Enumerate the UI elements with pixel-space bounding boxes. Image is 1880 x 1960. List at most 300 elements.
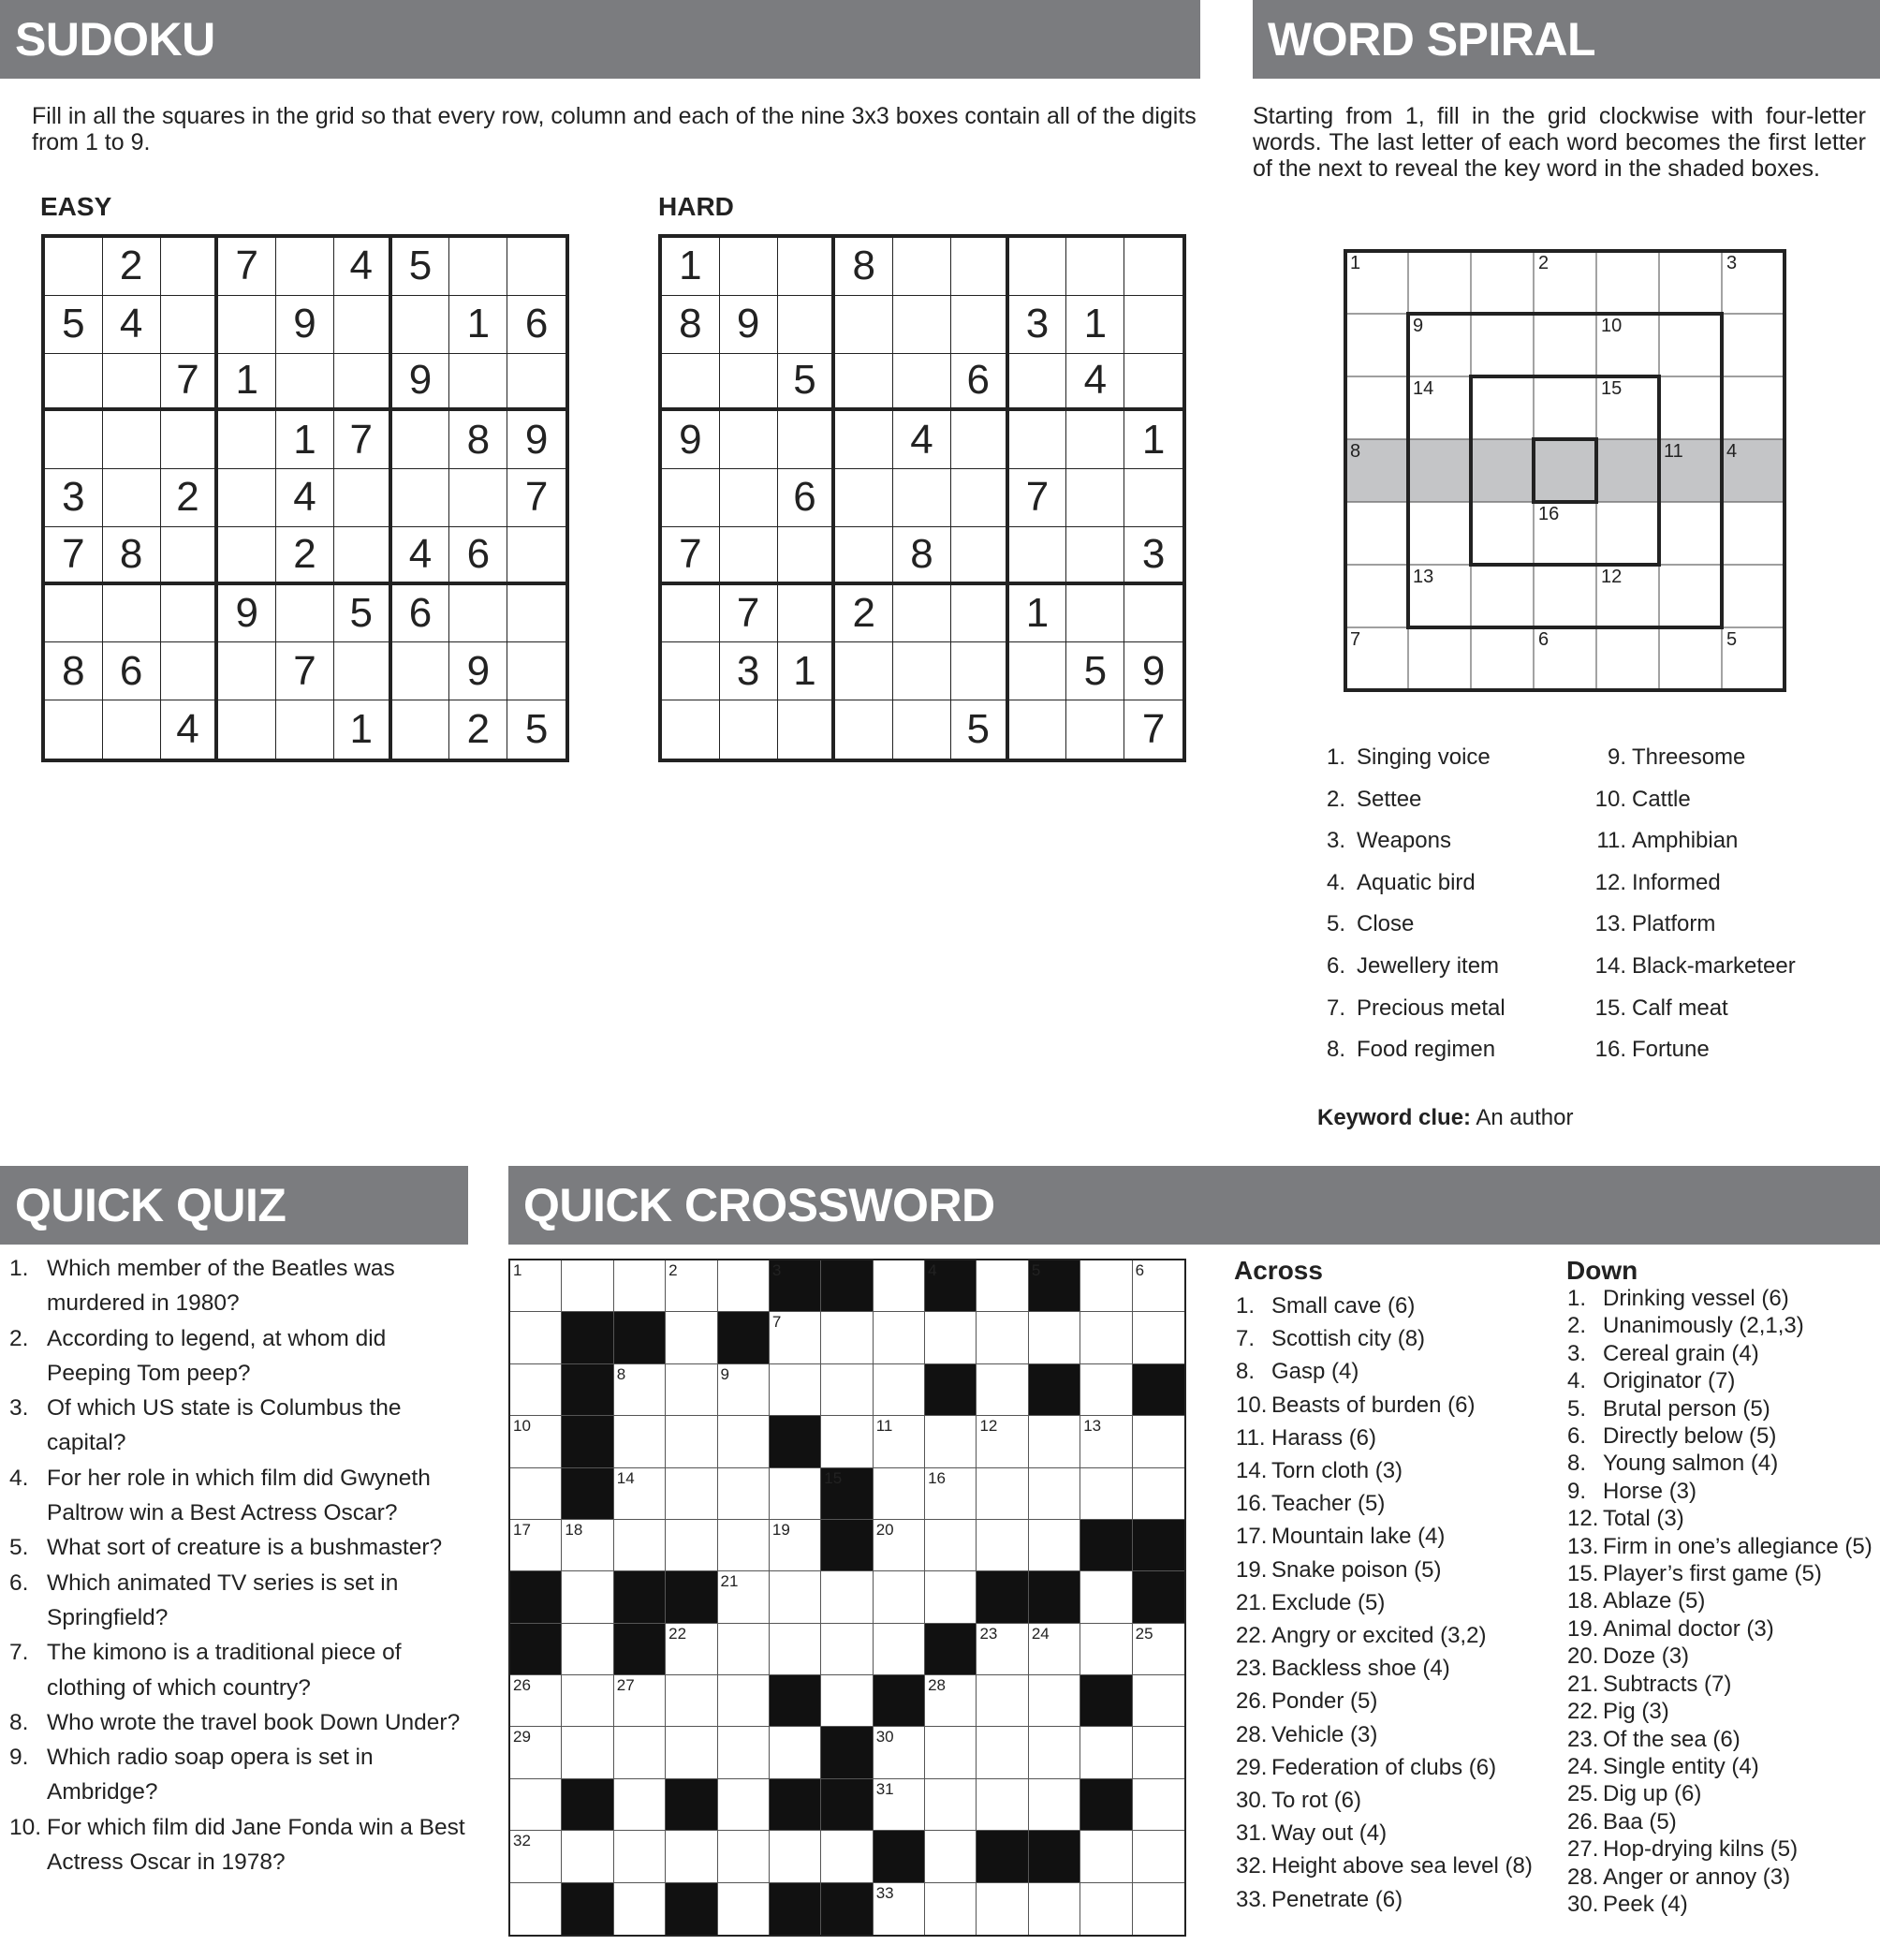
sudoku-cell[interactable]	[662, 354, 720, 412]
crossword-cell[interactable]	[925, 1831, 977, 1882]
question-number: 5.	[9, 1535, 29, 1561]
sudoku-cell[interactable]: 5	[951, 700, 1009, 759]
sudoku-cell[interactable]: 3	[720, 642, 778, 700]
sudoku-cell[interactable]	[893, 642, 951, 700]
crossword-cell[interactable]	[666, 1468, 717, 1520]
sudoku-cell[interactable]: 1	[276, 411, 334, 469]
crossword-cell[interactable]	[718, 1571, 770, 1623]
crossword-cell[interactable]	[718, 1779, 770, 1831]
sudoku-cell[interactable]	[218, 642, 276, 700]
sudoku-cell[interactable]: 2	[103, 238, 161, 296]
sudoku-cell[interactable]: 9	[218, 585, 276, 643]
crossword-cell[interactable]	[874, 1260, 925, 1312]
crossword-cell[interactable]	[510, 1831, 562, 1882]
crossword-number: 23	[979, 1624, 998, 1643]
crossword-cell[interactable]	[1080, 1831, 1132, 1882]
sudoku-cell[interactable]: 6	[392, 585, 450, 643]
crossword-cell[interactable]	[874, 1624, 925, 1675]
sudoku-cell[interactable]	[1066, 238, 1124, 296]
sudoku-cell[interactable]	[449, 238, 507, 296]
sudoku-cell[interactable]	[392, 411, 450, 469]
sudoku-cell[interactable]	[161, 238, 219, 296]
sudoku-cell[interactable]	[951, 411, 1009, 469]
crossword-cell[interactable]	[562, 1675, 613, 1727]
sudoku-cell[interactable]: 9	[720, 296, 778, 354]
crossword-cell[interactable]	[666, 1675, 717, 1727]
sudoku-cell[interactable]	[720, 527, 778, 585]
sudoku-cell[interactable]	[893, 354, 951, 412]
crossword-cell[interactable]	[925, 1675, 977, 1727]
sudoku-cell[interactable]	[893, 700, 951, 759]
sudoku-cell[interactable]	[161, 411, 219, 469]
crossword-cell[interactable]	[925, 1779, 977, 1831]
sudoku-cell[interactable]	[45, 354, 103, 412]
crossword-cell[interactable]	[770, 1364, 821, 1416]
crossword-cell[interactable]	[1029, 1624, 1080, 1675]
sudoku-cell[interactable]: 4	[392, 527, 450, 585]
sudoku-cell[interactable]: 7	[276, 642, 334, 700]
crossword-cell[interactable]	[1080, 1260, 1132, 1312]
sudoku-cell[interactable]: 6	[507, 296, 565, 354]
sudoku-cell[interactable]: 3	[45, 469, 103, 527]
sudoku-cell[interactable]	[449, 585, 507, 643]
crossword-cell[interactable]	[718, 1675, 770, 1727]
sudoku-cell[interactable]	[778, 585, 836, 643]
sudoku-cell[interactable]	[334, 469, 392, 527]
sudoku-cell[interactable]	[334, 527, 392, 585]
crossword-cell[interactable]	[562, 1260, 613, 1312]
sudoku-cell[interactable]: 5	[45, 296, 103, 354]
sudoku-cell[interactable]: 7	[507, 469, 565, 527]
crossword-cell[interactable]	[614, 1260, 666, 1312]
sudoku-cell[interactable]	[507, 238, 565, 296]
crossword-cell[interactable]	[977, 1727, 1028, 1778]
crossword-cell[interactable]	[1080, 1416, 1132, 1467]
crossword-cell[interactable]	[977, 1779, 1028, 1831]
sudoku-cell[interactable]	[662, 700, 720, 759]
crossword-cell[interactable]	[614, 1727, 666, 1778]
sudoku-cell[interactable]	[1009, 411, 1067, 469]
sudoku-cell[interactable]	[720, 700, 778, 759]
sudoku-cell[interactable]	[720, 411, 778, 469]
sudoku-cell[interactable]	[951, 585, 1009, 643]
crossword-cell[interactable]	[510, 1883, 562, 1935]
crossword-cell[interactable]	[1029, 1468, 1080, 1520]
sudoku-cell[interactable]	[161, 296, 219, 354]
crossword-cell[interactable]	[1133, 1468, 1184, 1520]
sudoku-cell[interactable]	[276, 585, 334, 643]
sudoku-cell[interactable]	[1009, 527, 1067, 585]
crossword-cell[interactable]	[977, 1624, 1028, 1675]
crossword-cell[interactable]	[770, 1571, 821, 1623]
sudoku-cell[interactable]: 7	[218, 238, 276, 296]
sudoku-cell[interactable]	[720, 238, 778, 296]
crossword-cell[interactable]	[1080, 1312, 1132, 1363]
sudoku-cell[interactable]	[334, 642, 392, 700]
crossword-number: 13	[1083, 1417, 1102, 1436]
sudoku-cell[interactable]: 4	[161, 700, 219, 759]
sudoku-cell[interactable]: 5	[524, 706, 549, 753]
sudoku-cell[interactable]	[218, 296, 276, 354]
sudoku-cell[interactable]: 4	[893, 411, 951, 469]
sudoku-cell[interactable]	[507, 527, 565, 585]
crossword-cell[interactable]	[614, 1675, 666, 1727]
crossword-cell[interactable]	[977, 1675, 1028, 1727]
sudoku-cell[interactable]	[1066, 469, 1124, 527]
sudoku-cell[interactable]: 1	[1009, 585, 1067, 643]
down-clue	[1567, 1671, 1876, 1698]
sudoku-cell[interactable]	[1009, 354, 1067, 412]
sudoku-cell[interactable]: 9	[507, 411, 565, 469]
crossword-cell[interactable]	[874, 1883, 925, 1935]
sudoku-cell[interactable]: 8	[893, 527, 951, 585]
crossword-cell[interactable]	[510, 1468, 562, 1520]
sudoku-cell[interactable]	[778, 296, 836, 354]
sudoku-cell[interactable]	[1124, 469, 1182, 527]
sudoku-cell[interactable]	[835, 527, 893, 585]
crossword-cell[interactable]	[1029, 1675, 1080, 1727]
sudoku-cell[interactable]: 3	[1009, 296, 1067, 354]
sudoku-cell[interactable]: 5	[334, 585, 392, 643]
sudoku-cell[interactable]: 1	[449, 296, 507, 354]
sudoku-cell[interactable]	[951, 469, 1009, 527]
crossword-cell[interactable]	[874, 1779, 925, 1831]
spiral-clue	[1327, 1029, 1505, 1071]
sudoku-cell[interactable]: 9	[276, 296, 334, 354]
sudoku-cell[interactable]	[951, 238, 1009, 296]
crossword-cell[interactable]	[718, 1727, 770, 1778]
crossword-cell[interactable]	[1133, 1416, 1184, 1467]
sudoku-cell[interactable]	[778, 527, 836, 585]
crossword-cell[interactable]	[718, 1416, 770, 1467]
crossword-cell[interactable]	[666, 1520, 717, 1571]
sudoku-cell[interactable]	[951, 296, 1009, 354]
sudoku-cell[interactable]	[218, 411, 276, 469]
sudoku-cell[interactable]: 1	[662, 238, 720, 296]
sudoku-cell[interactable]	[1124, 238, 1182, 296]
crossword-cell[interactable]	[510, 1260, 562, 1312]
crossword-cell[interactable]	[1133, 1624, 1184, 1675]
crossword-cell[interactable]	[821, 1364, 873, 1416]
sudoku-cell[interactable]	[334, 296, 392, 354]
sudoku-cell[interactable]	[893, 585, 951, 643]
sudoku-cell[interactable]: 6	[103, 642, 161, 700]
sudoku-cell[interactable]	[218, 469, 276, 527]
crossword-cell[interactable]	[925, 1571, 977, 1623]
crossword-cell[interactable]	[1133, 1779, 1184, 1831]
sudoku-cell[interactable]	[276, 238, 334, 296]
crossword-cell[interactable]	[510, 1520, 562, 1571]
crossword-cell[interactable]	[562, 1571, 613, 1623]
sudoku-cell[interactable]	[893, 238, 951, 296]
sudoku-cell[interactable]: 2	[161, 469, 219, 527]
sudoku-cell[interactable]	[835, 642, 893, 700]
clue-text: Ablaze (5)	[1603, 1588, 1706, 1614]
sudoku-cell[interactable]	[103, 469, 161, 527]
crossword-cell[interactable]	[718, 1260, 770, 1312]
crossword-cell[interactable]	[925, 1727, 977, 1778]
crossword-cell[interactable]	[925, 1883, 977, 1935]
sudoku-cell[interactable]	[662, 469, 720, 527]
crossword-cell[interactable]	[1080, 1571, 1132, 1623]
crossword-cell[interactable]	[821, 1831, 873, 1882]
sudoku-cell[interactable]	[392, 642, 450, 700]
spiral-number: 2	[1538, 253, 1550, 273]
sudoku-cell[interactable]	[507, 354, 565, 412]
sudoku-cell[interactable]	[1009, 642, 1067, 700]
sudoku-cell[interactable]	[835, 469, 893, 527]
sudoku-cell[interactable]	[45, 700, 103, 759]
sudoku-cell[interactable]: 5	[1066, 642, 1124, 700]
sudoku-cell[interactable]: 9	[392, 354, 450, 412]
sudoku-cell[interactable]	[720, 354, 778, 412]
sudoku-cell[interactable]	[835, 296, 893, 354]
sudoku-cell[interactable]	[45, 238, 103, 296]
sudoku-cell[interactable]: 4	[276, 469, 334, 527]
sudoku-cell[interactable]	[392, 296, 450, 354]
crossword-cell[interactable]	[821, 1624, 873, 1675]
sudoku-cell[interactable]	[1009, 700, 1067, 759]
crossword-cell[interactable]	[977, 1312, 1028, 1363]
crossword-cell[interactable]	[977, 1520, 1028, 1571]
crossword-cell[interactable]	[1029, 1520, 1080, 1571]
crossword-cell[interactable]	[1080, 1468, 1132, 1520]
crossword-cell[interactable]	[821, 1416, 873, 1467]
crossword-cell[interactable]	[1133, 1831, 1184, 1882]
sudoku-cell[interactable]	[218, 527, 276, 585]
crossword-cell[interactable]	[1029, 1727, 1080, 1778]
clue-text: Precious metal	[1357, 995, 1505, 1021]
sudoku-cell[interactable]: 1	[778, 642, 836, 700]
sudoku-cell[interactable]	[720, 469, 778, 527]
sudoku-cell[interactable]: 4	[1066, 354, 1124, 412]
crossword-cell[interactable]	[510, 1364, 562, 1416]
crossword-cell[interactable]	[770, 1727, 821, 1778]
crossword-cell[interactable]	[666, 1364, 717, 1416]
crossword-cell[interactable]	[718, 1624, 770, 1675]
crossword-cell[interactable]	[977, 1883, 1028, 1935]
crossword-cell[interactable]	[562, 1520, 613, 1571]
crossword-cell[interactable]	[1133, 1675, 1184, 1727]
sudoku-cell[interactable]: 5	[392, 238, 450, 296]
crossword-cell[interactable]	[562, 1624, 613, 1675]
sudoku-cell[interactable]	[103, 411, 161, 469]
sudoku-cell[interactable]	[1066, 411, 1124, 469]
sudoku-cell[interactable]	[1124, 354, 1182, 412]
sudoku-cell[interactable]: 2	[276, 527, 334, 585]
sudoku-cell[interactable]	[507, 585, 565, 643]
sudoku-cell[interactable]: 2	[835, 585, 893, 643]
sudoku-cell[interactable]: 7	[720, 585, 778, 643]
sudoku-cell[interactable]: 1	[1124, 411, 1182, 469]
sudoku-cell[interactable]	[778, 700, 836, 759]
crossword-cell[interactable]	[770, 1624, 821, 1675]
sudoku-cell[interactable]: 8	[835, 238, 893, 296]
sudoku-cell[interactable]: 4	[103, 296, 161, 354]
sudoku-cell[interactable]: 4	[334, 238, 392, 296]
sudoku-cell[interactable]	[835, 354, 893, 412]
crossword-cell[interactable]	[925, 1520, 977, 1571]
crossword-cell[interactable]	[1029, 1883, 1080, 1935]
sudoku-cell[interactable]	[835, 700, 893, 759]
crossword-cell[interactable]	[510, 1416, 562, 1467]
sudoku-cell[interactable]	[276, 354, 334, 412]
sudoku-cell[interactable]: 8	[662, 296, 720, 354]
crossword-cell[interactable]	[1133, 1312, 1184, 1363]
crossword-cell[interactable]	[874, 1727, 925, 1778]
sudoku-cell[interactable]	[951, 527, 1009, 585]
crossword-cell[interactable]	[614, 1779, 666, 1831]
crossword-cell[interactable]	[614, 1364, 666, 1416]
crossword-cell[interactable]	[770, 1520, 821, 1571]
crossword-cell[interactable]	[821, 1312, 873, 1363]
crossword-cell[interactable]	[977, 1260, 1028, 1312]
sudoku-cell[interactable]: 8	[103, 527, 161, 585]
sudoku-cell[interactable]: 6	[778, 469, 836, 527]
crossword-cell[interactable]	[1133, 1883, 1184, 1935]
crossword-cell[interactable]	[666, 1416, 717, 1467]
sudoku-cell[interactable]	[334, 354, 392, 412]
sudoku-cell[interactable]	[1009, 238, 1067, 296]
crossword-cell[interactable]	[614, 1520, 666, 1571]
sudoku-cell[interactable]	[778, 238, 836, 296]
crossword-cell[interactable]	[562, 1727, 613, 1778]
crossword-cell[interactable]	[510, 1675, 562, 1727]
crossword-cell[interactable]	[977, 1468, 1028, 1520]
sudoku-cell[interactable]: 7	[1009, 469, 1067, 527]
crossword-cell[interactable]	[874, 1468, 925, 1520]
crossword-cell[interactable]	[925, 1312, 977, 1363]
sudoku-cell[interactable]: 5	[778, 354, 836, 412]
crossword-cell[interactable]	[614, 1468, 666, 1520]
crossword-cell[interactable]	[1029, 1416, 1080, 1467]
crossword-cell[interactable]	[874, 1312, 925, 1363]
crossword-block	[614, 1571, 666, 1623]
sudoku-cell[interactable]: 9	[1124, 642, 1182, 700]
crossword-cell[interactable]	[925, 1416, 977, 1467]
sudoku-cell[interactable]: 8	[449, 411, 507, 469]
crossword-cell[interactable]	[874, 1571, 925, 1623]
sudoku-cell[interactable]	[835, 411, 893, 469]
sudoku-cell[interactable]	[951, 642, 1009, 700]
sudoku-cell[interactable]	[1066, 527, 1124, 585]
crossword-cell[interactable]	[1029, 1779, 1080, 1831]
crossword-cell[interactable]	[666, 1260, 717, 1312]
crossword-cell[interactable]	[614, 1883, 666, 1935]
sudoku-cell[interactable]	[161, 642, 219, 700]
sudoku-cell[interactable]	[218, 700, 276, 759]
crossword-cell[interactable]	[977, 1364, 1028, 1416]
sudoku-cell[interactable]: 7	[662, 527, 720, 585]
sudoku-cell[interactable]: 1	[218, 354, 276, 412]
crossword-cell[interactable]	[1080, 1624, 1132, 1675]
sudoku-cell[interactable]	[161, 585, 219, 643]
crossword-cell[interactable]	[718, 1364, 770, 1416]
sudoku-cell[interactable]	[103, 700, 161, 759]
sudoku-cell[interactable]	[662, 585, 720, 643]
crossword-cell[interactable]	[562, 1831, 613, 1882]
sudoku-cell[interactable]: 1	[1066, 296, 1124, 354]
sudoku-cell[interactable]	[893, 469, 951, 527]
crossword-cell[interactable]	[510, 1727, 562, 1778]
sudoku-cell[interactable]: 1	[334, 700, 392, 759]
crossword-cell[interactable]	[977, 1416, 1028, 1467]
crossword-cell[interactable]	[614, 1831, 666, 1882]
sudoku-cell[interactable]	[392, 469, 450, 527]
sudoku-cell[interactable]: 6	[951, 354, 1009, 412]
sudoku-cell[interactable]	[103, 585, 161, 643]
crossword-cell[interactable]	[1029, 1312, 1080, 1363]
crossword-cell[interactable]	[770, 1468, 821, 1520]
crossword-cell[interactable]	[821, 1675, 873, 1727]
sudoku-cell[interactable]	[449, 469, 507, 527]
sudoku-cell[interactable]	[778, 411, 836, 469]
sudoku-cell[interactable]	[662, 642, 720, 700]
crossword-cell[interactable]	[1133, 1260, 1184, 1312]
crossword-cell[interactable]	[718, 1831, 770, 1882]
crossword-cell[interactable]	[510, 1779, 562, 1831]
crossword-cell[interactable]	[925, 1468, 977, 1520]
crossword-cell[interactable]	[1080, 1364, 1132, 1416]
crossword-cell[interactable]	[770, 1312, 821, 1363]
crossword-cell[interactable]	[510, 1312, 562, 1363]
crossword-cell[interactable]	[718, 1883, 770, 1935]
crossword-cell[interactable]	[1080, 1727, 1132, 1778]
sudoku-cell[interactable]	[507, 642, 565, 700]
sudoku-cell[interactable]	[1066, 700, 1124, 759]
sudoku-cell[interactable]	[1124, 296, 1182, 354]
sudoku-cell[interactable]	[161, 527, 219, 585]
sudoku-cell[interactable]: 2	[449, 700, 507, 759]
crossword-cell[interactable]	[874, 1364, 925, 1416]
sudoku-cell[interactable]: 7	[1141, 706, 1166, 753]
crossword-cell[interactable]	[1080, 1883, 1132, 1935]
sudoku-cell[interactable]	[1124, 585, 1182, 643]
crossword-cell[interactable]	[666, 1831, 717, 1882]
crossword-cell[interactable]	[770, 1831, 821, 1882]
sudoku-cell[interactable]: 3	[1124, 527, 1182, 585]
sudoku-cell[interactable]: 6	[449, 527, 507, 585]
sudoku-cell[interactable]	[1066, 585, 1124, 643]
sudoku-cell[interactable]	[276, 700, 334, 759]
sudoku-cell[interactable]: 7	[334, 411, 392, 469]
sudoku-cell[interactable]: 7	[161, 354, 219, 412]
sudoku-cell[interactable]: 9	[449, 642, 507, 700]
crossword-cell[interactable]	[1133, 1727, 1184, 1778]
sudoku-cell[interactable]	[45, 411, 103, 469]
crossword-cell[interactable]	[821, 1571, 873, 1623]
sudoku-cell[interactable]	[392, 700, 450, 759]
crossword-cell[interactable]	[718, 1520, 770, 1571]
clue-number: 28.	[1236, 1721, 1268, 1747]
sudoku-cell[interactable]: 8	[45, 642, 103, 700]
crossword-cell[interactable]	[666, 1727, 717, 1778]
crossword-cell[interactable]	[874, 1416, 925, 1467]
clue-number: 15.	[1567, 1561, 1599, 1587]
sudoku-cell[interactable]	[449, 354, 507, 412]
crossword-cell[interactable]	[718, 1468, 770, 1520]
crossword-cell[interactable]	[614, 1416, 666, 1467]
sudoku-cell[interactable]	[45, 585, 103, 643]
sudoku-cell[interactable]	[893, 296, 951, 354]
crossword-cell[interactable]	[874, 1520, 925, 1571]
sudoku-cell[interactable]: 7	[45, 527, 103, 585]
sudoku-cell[interactable]: 9	[662, 411, 720, 469]
sudoku-cell[interactable]	[103, 354, 161, 412]
crossword-cell[interactable]	[666, 1624, 717, 1675]
crossword-cell[interactable]	[666, 1312, 717, 1363]
quick-quiz-title: QUICK QUIZ	[0, 1166, 468, 1245]
